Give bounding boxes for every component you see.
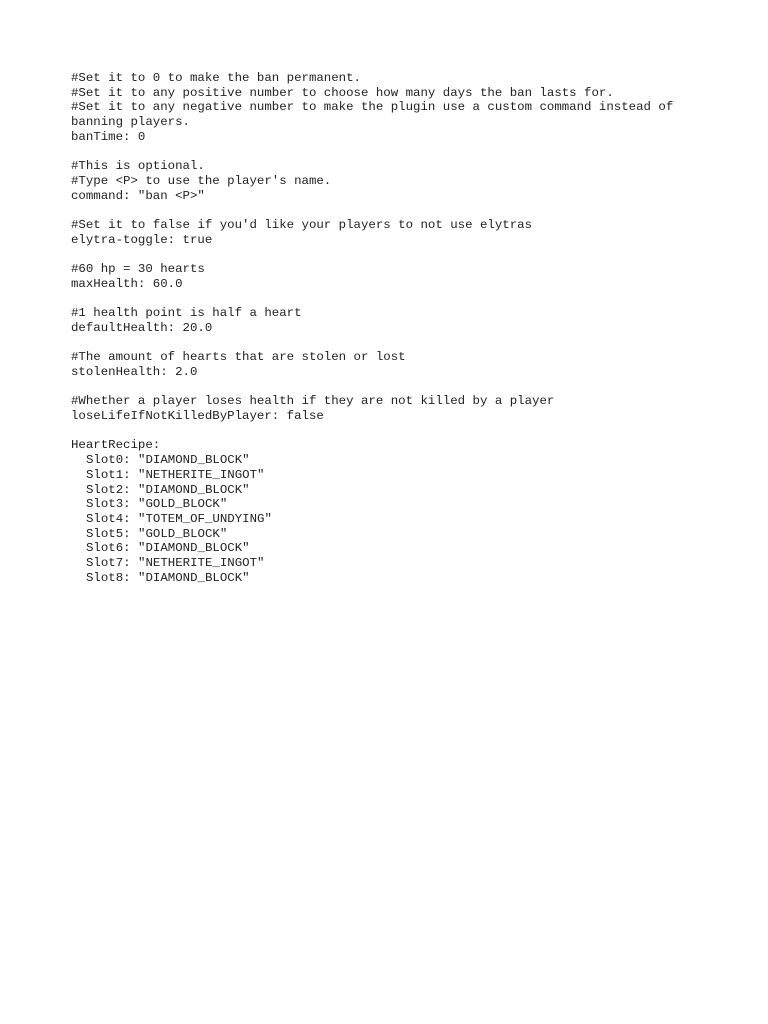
max-health-section (71, 262, 731, 291)
recipe-slot: Slot1: "NETHERITE_INGOT" (86, 467, 265, 482)
comment-line: #Set it to any negative number to make the plugin use a custom command instead of banning players. (71, 100, 681, 130)
recipe-slot: Slot0: "DIAMOND_BLOCK" (86, 453, 250, 468)
recipe-slot: Slot3: "GOLD_BLOCK" (86, 497, 228, 512)
comment-line: #The amount of hearts that are stolen or lost (71, 350, 406, 365)
default-health-setting: defaultHealth: 20.0 (71, 320, 213, 335)
stolen-health-section (71, 350, 731, 379)
comment-line: #This is optional. (71, 159, 205, 174)
comment-line: #Set it to any positive number to choose how many days the ban lasts for. (71, 85, 614, 100)
comment-line: #60 hp = 30 hearts (71, 262, 205, 277)
recipe-slot: Slot4: "TOTEM_OF_UNDYING" (86, 511, 272, 526)
comment-line: #Set it to 0 to make the ban permanent. (71, 71, 361, 85)
default-health-section (71, 306, 731, 335)
recipe-slot: Slot2: "DIAMOND_BLOCK" (86, 482, 250, 497)
stolen-health-setting: stolenHealth: 2.0 (71, 364, 198, 379)
comment-line: #Whether a player loses health if they are not killed by a player (71, 394, 555, 409)
ban-time-section (71, 71, 731, 145)
heart-recipe-key: HeartRecipe: (71, 438, 161, 453)
ban-time-setting: banTime: 0 (71, 129, 146, 144)
config-document (71, 71, 731, 600)
recipe-slot: Slot5: "GOLD_BLOCK" (86, 526, 228, 541)
recipe-slot: Slot7: "NETHERITE_INGOT" (86, 556, 265, 571)
recipe-slot: Slot6: "DIAMOND_BLOCK" (86, 541, 250, 556)
comment-line: #Set it to false if you'd like your players to not use elytras (71, 218, 533, 232)
comment-line: #1 health point is half a heart (71, 306, 302, 321)
heart-recipe-section (71, 438, 731, 585)
elytra-toggle-setting: elytra-toggle: true (71, 232, 213, 247)
lose-life-setting: loseLifeIfNotKilledByPlayer: false (71, 409, 324, 424)
recipe-slot: Slot8: "DIAMOND_BLOCK" (86, 570, 250, 585)
comment-line: #Type <P> to use the player's name. (71, 173, 332, 188)
max-health-setting: maxHealth: 60.0 (71, 276, 183, 291)
command-setting: command: "ban <P>" (71, 188, 205, 203)
lose-life-section (71, 394, 731, 423)
command-section (71, 159, 731, 203)
elytra-section (71, 218, 731, 247)
